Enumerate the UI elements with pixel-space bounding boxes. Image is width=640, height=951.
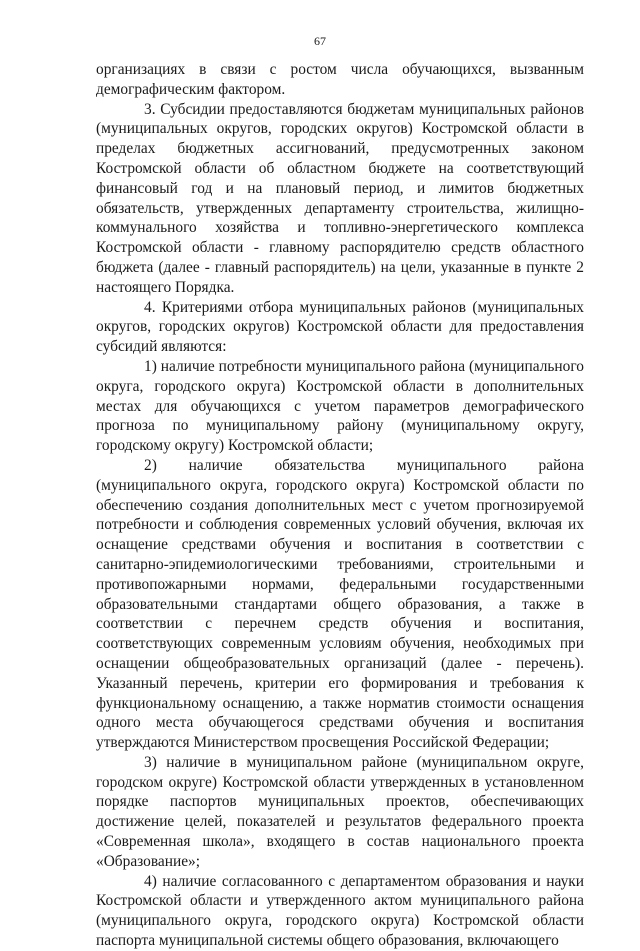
paragraph-continuation: организациях в связи с ростом числа обучающихся, вызванным демографическим фактором. [96, 61, 584, 98]
paragraph-criterion-3: 3) наличие в муниципальном районе (муниципальном округе, городском округе) Костромской области утвержденных в установленном порядке паспортов муниципальных проектов, обеспечивающих достижение целей, показателей и результатов федерального проекта «Современная школа», входящего в состав национального проекта «Образование»; [96, 753, 584, 870]
document-body [96, 60, 584, 951]
paragraph-criterion-2: 2) наличие обязательства муниципального района (муниципального округа, городского округа) Костромской области по обеспечению создания дополнительных мест с учетом прогнозируемой потребности и соблюдения современных условий обучения, включая их оснащение средствами обучения и воспитания в соответствии с санитарно-эпидемиологическими требованиями, строительными и противопожарными нормами, федеральными государственными образовательными стандартами общего образования, а также в соответствии с перечнем средств обучения и воспитания, соответствующих современным условиям обучения, необходимых при оснащении общеобразовательных организаций (далее - перечень). Указанный перечень, критерии его формирования и требования к функциональному оснащению, а также норматив стоимости оснащения одного места обучающегося средствами обучения и воспитания утверждаются Министерством просвещения Российской Федерации; [96, 456, 584, 752]
paragraph-clause-4: 4. Критериями отбора муниципальных районов (муниципальных округов, городских округов) Костромской области для предоставления субсидий являются: [96, 298, 584, 356]
paragraph-criterion-4: 4) наличие согласованного с департаментом образования и науки Костромской области и утвержденного актом муниципального района (муниципального округа, городского округа) Костромской области паспорта муниципальной системы общего образования, включающего [96, 872, 584, 950]
paragraph-criterion-1: 1) наличие потребности муниципального района (муниципального округа, городского округа) Костромской области в дополнительных местах для обучающихся с учетом параметров демографического прогноза по муниципальному району (муниципальному округу, городскому округу) Костромской области; [96, 357, 584, 455]
paragraph-clause-3: 3. Субсидии предоставляются бюджетам муниципальных районов (муниципальных округов, городских округов) Костромской области в пределах бюджетных ассигнований, предусмотренных законом Костромской области об областном бюджете на соответствующий финансовый год и на плановый период, и лимитов бюджетных обязательств, утвержденных департаменту строительства, жилищно-коммунального хозяйства и топливно-энергетического комплекса Костромской области - главному распорядителю средств областного бюджета (далее - главный распорядитель) на цели, указанные в пункте 2 настоящего Порядка. [96, 100, 584, 296]
page-number: 67 [314, 34, 326, 48]
